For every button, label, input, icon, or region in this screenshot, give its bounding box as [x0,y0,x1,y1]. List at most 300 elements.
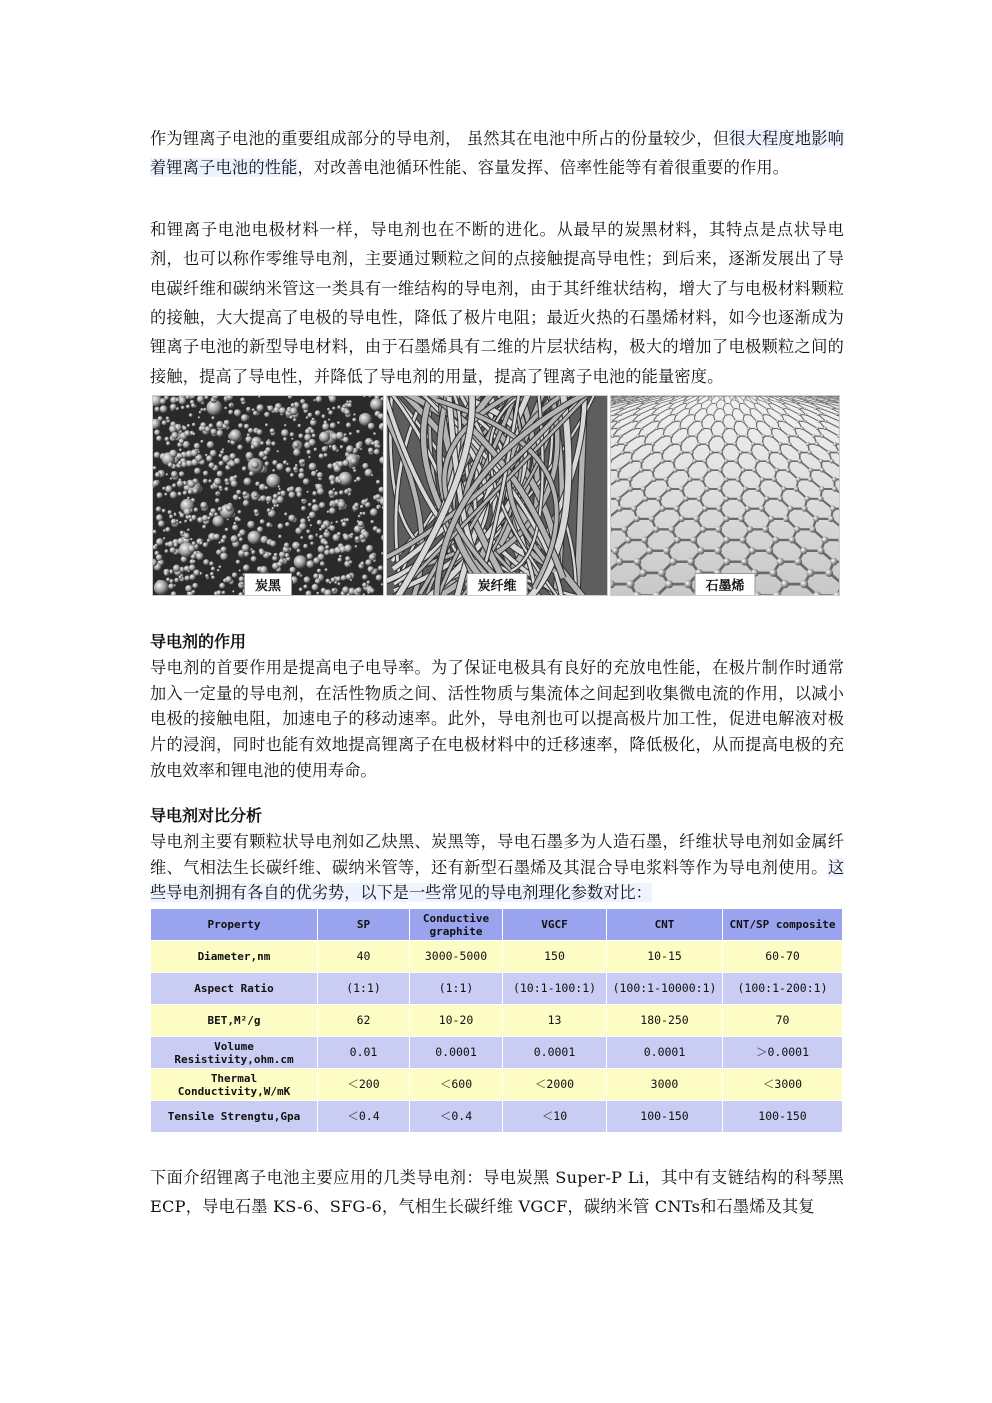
particle [367,591,370,594]
particle [370,440,372,442]
particle [163,529,166,532]
particle [253,441,260,448]
particle [375,494,380,499]
particle [337,406,341,410]
particle [303,585,307,589]
particle [324,453,328,457]
particle [179,449,182,452]
particle [222,455,230,463]
particle [255,482,260,487]
particle [176,520,179,523]
particle [244,551,250,557]
particle [210,572,214,576]
particle [307,553,313,559]
particle [331,522,333,524]
particle [157,492,163,498]
particle [194,443,200,449]
particle [178,492,182,496]
particle [154,580,169,595]
particle [346,574,352,580]
particle [338,583,341,586]
particle [301,499,304,502]
particle [199,411,202,414]
particle [327,464,333,470]
particle [209,463,215,469]
particle [277,562,283,568]
particle [260,550,265,555]
particle [322,423,329,430]
particle [236,490,241,495]
particle [265,462,270,467]
particle [312,434,316,438]
particle [239,570,241,572]
particle [339,555,342,558]
particle [311,471,317,477]
particle [191,449,199,457]
particle [286,467,292,473]
particle [364,499,368,503]
particle [207,441,214,448]
particle [313,399,315,401]
particle [338,501,346,509]
intro-text-b: ，对改善电池循环性能、容量发挥、倍率性能等有着很重要的作用。 [297,158,790,178]
particle [344,409,350,415]
particle [337,422,340,425]
particle [328,490,334,496]
particle [154,452,161,459]
particle [354,503,359,508]
particle [308,456,311,459]
particle [325,545,329,549]
particle [297,544,300,547]
particle [329,525,335,531]
particle [332,447,337,452]
particle [332,588,336,592]
particle [358,521,364,527]
particle [203,408,206,411]
particle [184,533,190,539]
particle [268,439,271,442]
particle [184,520,187,523]
particle [377,507,380,510]
particle [317,488,324,495]
particle [218,507,222,511]
particle [319,502,325,508]
particle [315,579,321,585]
particle [170,404,177,411]
intro-text-a: 作为锂离子电池的重要组成部分的导电剂， 虽然其在电池中所占的份量较少，但 [150,129,730,148]
conductive-agent-figure [150,395,844,595]
particle [290,408,298,416]
particle [319,432,330,443]
particle [203,479,208,484]
particle [315,410,321,416]
particle [291,403,295,407]
particle [312,584,319,591]
particle [313,573,319,579]
particle [346,401,349,404]
particle [186,405,190,409]
particle [308,519,311,522]
intro-paragraph-2: 和锂离子电池电极材料一样，导电剂也在不断的进化。从最早的炭黑材料，其特点是点状导电剂，也可以称作零维导电剂，主要通过颗粒之间的点接触提高导电性；到后来，逐渐发展出了导电碳纤维和碳纳米管这一类具有一维结构的导电剂，由于其纤维状结构，增大了与电极材料颗粒的接触，大大提高了电极的导电性，降低了极片电阻；最近火热的石墨烯材料，如今也逐渐成为锂离子电池的新型导电材料，由于石墨烯具有二维的片层状结构，极大的增加了电极颗粒之间的接触，提高了导电性，并降低了导电剂的用量，提高了锂离子电池的能量密度。 [150,219,844,386]
particle [245,436,252,443]
particle [316,592,319,595]
particle [211,429,217,435]
particle [299,523,307,531]
particle [322,415,326,419]
graphene-lattice-render [611,396,839,595]
particle [155,472,161,478]
particle [343,534,349,540]
particle [343,460,350,467]
particle [240,398,245,403]
carbon-black-micrograph [153,396,383,595]
particle [222,591,226,595]
carbon-fiber-image [386,395,608,596]
particle [222,535,227,540]
particle [356,587,362,593]
particle [273,494,278,499]
particle [220,450,224,454]
particle [160,405,168,413]
particle [251,461,259,469]
particle [317,569,321,573]
particle [350,579,352,581]
particle [373,433,376,436]
particle [219,486,223,490]
particle [155,407,160,412]
particle [309,439,316,446]
particle [260,442,264,446]
particle [374,449,380,455]
particle [188,515,192,519]
particle [191,459,198,466]
particle [277,450,280,453]
particle [342,522,347,527]
particle [307,450,312,455]
particle [165,527,170,532]
particle [169,515,173,519]
particle [266,523,271,528]
particle [233,495,239,501]
particle [232,525,238,531]
particle [312,491,317,496]
particle [355,536,360,541]
particle [253,411,258,416]
particle [307,491,309,493]
particle [270,428,275,433]
particle [187,424,190,427]
particle [192,423,196,427]
particle [200,440,203,443]
particle [325,529,328,532]
particle [169,450,177,458]
particle [271,442,276,447]
particle [194,508,199,513]
particle [306,417,309,420]
particle [297,492,302,497]
particle [211,416,214,419]
particle [314,448,318,452]
graphene-image [610,395,840,596]
particle [293,449,301,457]
particle [183,491,188,496]
particle [192,583,198,589]
particle [359,534,365,540]
particle [342,404,346,408]
particle [279,407,286,414]
particle [238,518,241,521]
particle [322,446,328,452]
particle [249,471,254,476]
particle [308,535,314,541]
particle [187,529,190,532]
particle [225,576,232,583]
particle [163,537,166,540]
particle [178,454,183,459]
particle [228,440,231,443]
particle [349,561,352,564]
particle [272,460,277,465]
particle [244,424,249,429]
particle [200,408,203,411]
particle [293,467,298,472]
particle [251,556,257,562]
particle [376,529,381,534]
particle [294,555,307,568]
particle [229,430,241,442]
particle [189,414,193,418]
particle [194,468,201,475]
particle [221,547,227,553]
particle [305,429,311,435]
particle [309,463,317,471]
particle [189,565,196,572]
particle [206,456,213,463]
particle [317,472,323,478]
particle [327,408,330,411]
particle [293,442,299,448]
particle [170,492,177,499]
particle [284,513,287,516]
particle [331,578,336,583]
particle [188,545,196,553]
particle [189,574,195,580]
particle [171,471,178,478]
particle [333,488,336,491]
particle [207,517,210,520]
particle [360,562,364,566]
particle [165,437,170,442]
particle [168,510,172,514]
particle [270,541,276,547]
particle [296,572,301,577]
particle [310,542,314,546]
particle [162,420,167,425]
particle [170,478,173,481]
particle [243,565,250,572]
particle [219,454,223,458]
particle [320,562,325,567]
particle [356,445,361,450]
particle [217,569,220,572]
particle [168,584,174,590]
particle [185,585,192,592]
particle [306,560,314,568]
particle [224,407,227,410]
particle [318,554,325,561]
particle [368,448,374,454]
particle [247,521,255,529]
particle [165,550,169,554]
particle [158,521,165,528]
particle [228,410,233,415]
particle [290,473,294,477]
particle [310,524,313,527]
particle [350,458,357,465]
particle [200,502,207,509]
particle [303,544,308,549]
particle [346,446,354,454]
particle [328,419,330,421]
particle [308,503,312,507]
particle [166,417,170,421]
particle [219,583,225,589]
particle [354,480,357,483]
particle [208,480,211,483]
particle [193,433,196,436]
particle [162,509,166,513]
particle [289,487,294,492]
particle [338,558,343,563]
particle [297,549,301,553]
particle [156,436,162,442]
particle [276,463,283,470]
particle [278,486,281,489]
particle [330,480,335,485]
particle [202,525,206,529]
particle [188,481,196,489]
particle [242,491,247,496]
particle [303,479,310,486]
particle [346,423,351,428]
particle [316,396,323,403]
particle [346,518,350,522]
particle [203,471,208,476]
particle [192,590,196,594]
particle [164,572,168,576]
particle [349,432,352,435]
document-page [150,124,844,1222]
particle [301,506,306,511]
particle [185,576,191,582]
particle [234,409,241,416]
particle [189,519,193,523]
particle [173,543,178,548]
particle [215,492,218,495]
particle [224,420,230,426]
particle [188,570,190,572]
particle [173,565,180,572]
particle [285,553,290,558]
particle [355,545,358,548]
particle [324,541,329,546]
particle [265,424,268,427]
particle [289,416,293,420]
particle [211,400,213,402]
particle [277,492,281,496]
particle [254,493,258,497]
particle [325,568,328,571]
particle [278,524,284,530]
particle [266,496,273,503]
particle [308,413,313,418]
particle [254,509,259,514]
particle [336,576,341,581]
particle [304,577,311,584]
particle [211,567,215,571]
particle [257,429,263,435]
particle [316,534,319,537]
particle [246,452,254,460]
particle [165,486,172,493]
particle [378,446,381,449]
particle [238,423,243,428]
particle [215,498,220,503]
particle [234,475,238,479]
particle [362,575,368,581]
particle [230,453,236,459]
particle [367,581,371,585]
particle [285,522,290,527]
particle [252,409,255,412]
particle [220,553,228,561]
particle [156,507,162,513]
particle [338,480,341,483]
particle [181,406,185,410]
particle [300,536,303,539]
particle [166,578,170,582]
particle [371,520,375,524]
particle [179,521,182,524]
particle [248,531,261,544]
particle [319,454,324,459]
particle [274,553,278,557]
particle [298,434,303,439]
particle [370,509,378,517]
particle [338,472,352,486]
particle [307,516,310,519]
particle [188,490,193,495]
particle [179,576,182,579]
particle [154,430,160,436]
particle [234,458,241,465]
particle [306,530,310,534]
particle [332,407,335,410]
particle [241,552,245,556]
particle [299,588,303,592]
particle [362,463,368,469]
particle [376,575,383,582]
particle [376,480,380,484]
particle [170,547,176,553]
particle [177,480,184,487]
particle [360,512,363,515]
particle [312,499,316,503]
particle [180,531,184,535]
figure-caption-carbon-black: 炭黑 [244,573,292,595]
particle [278,535,282,539]
